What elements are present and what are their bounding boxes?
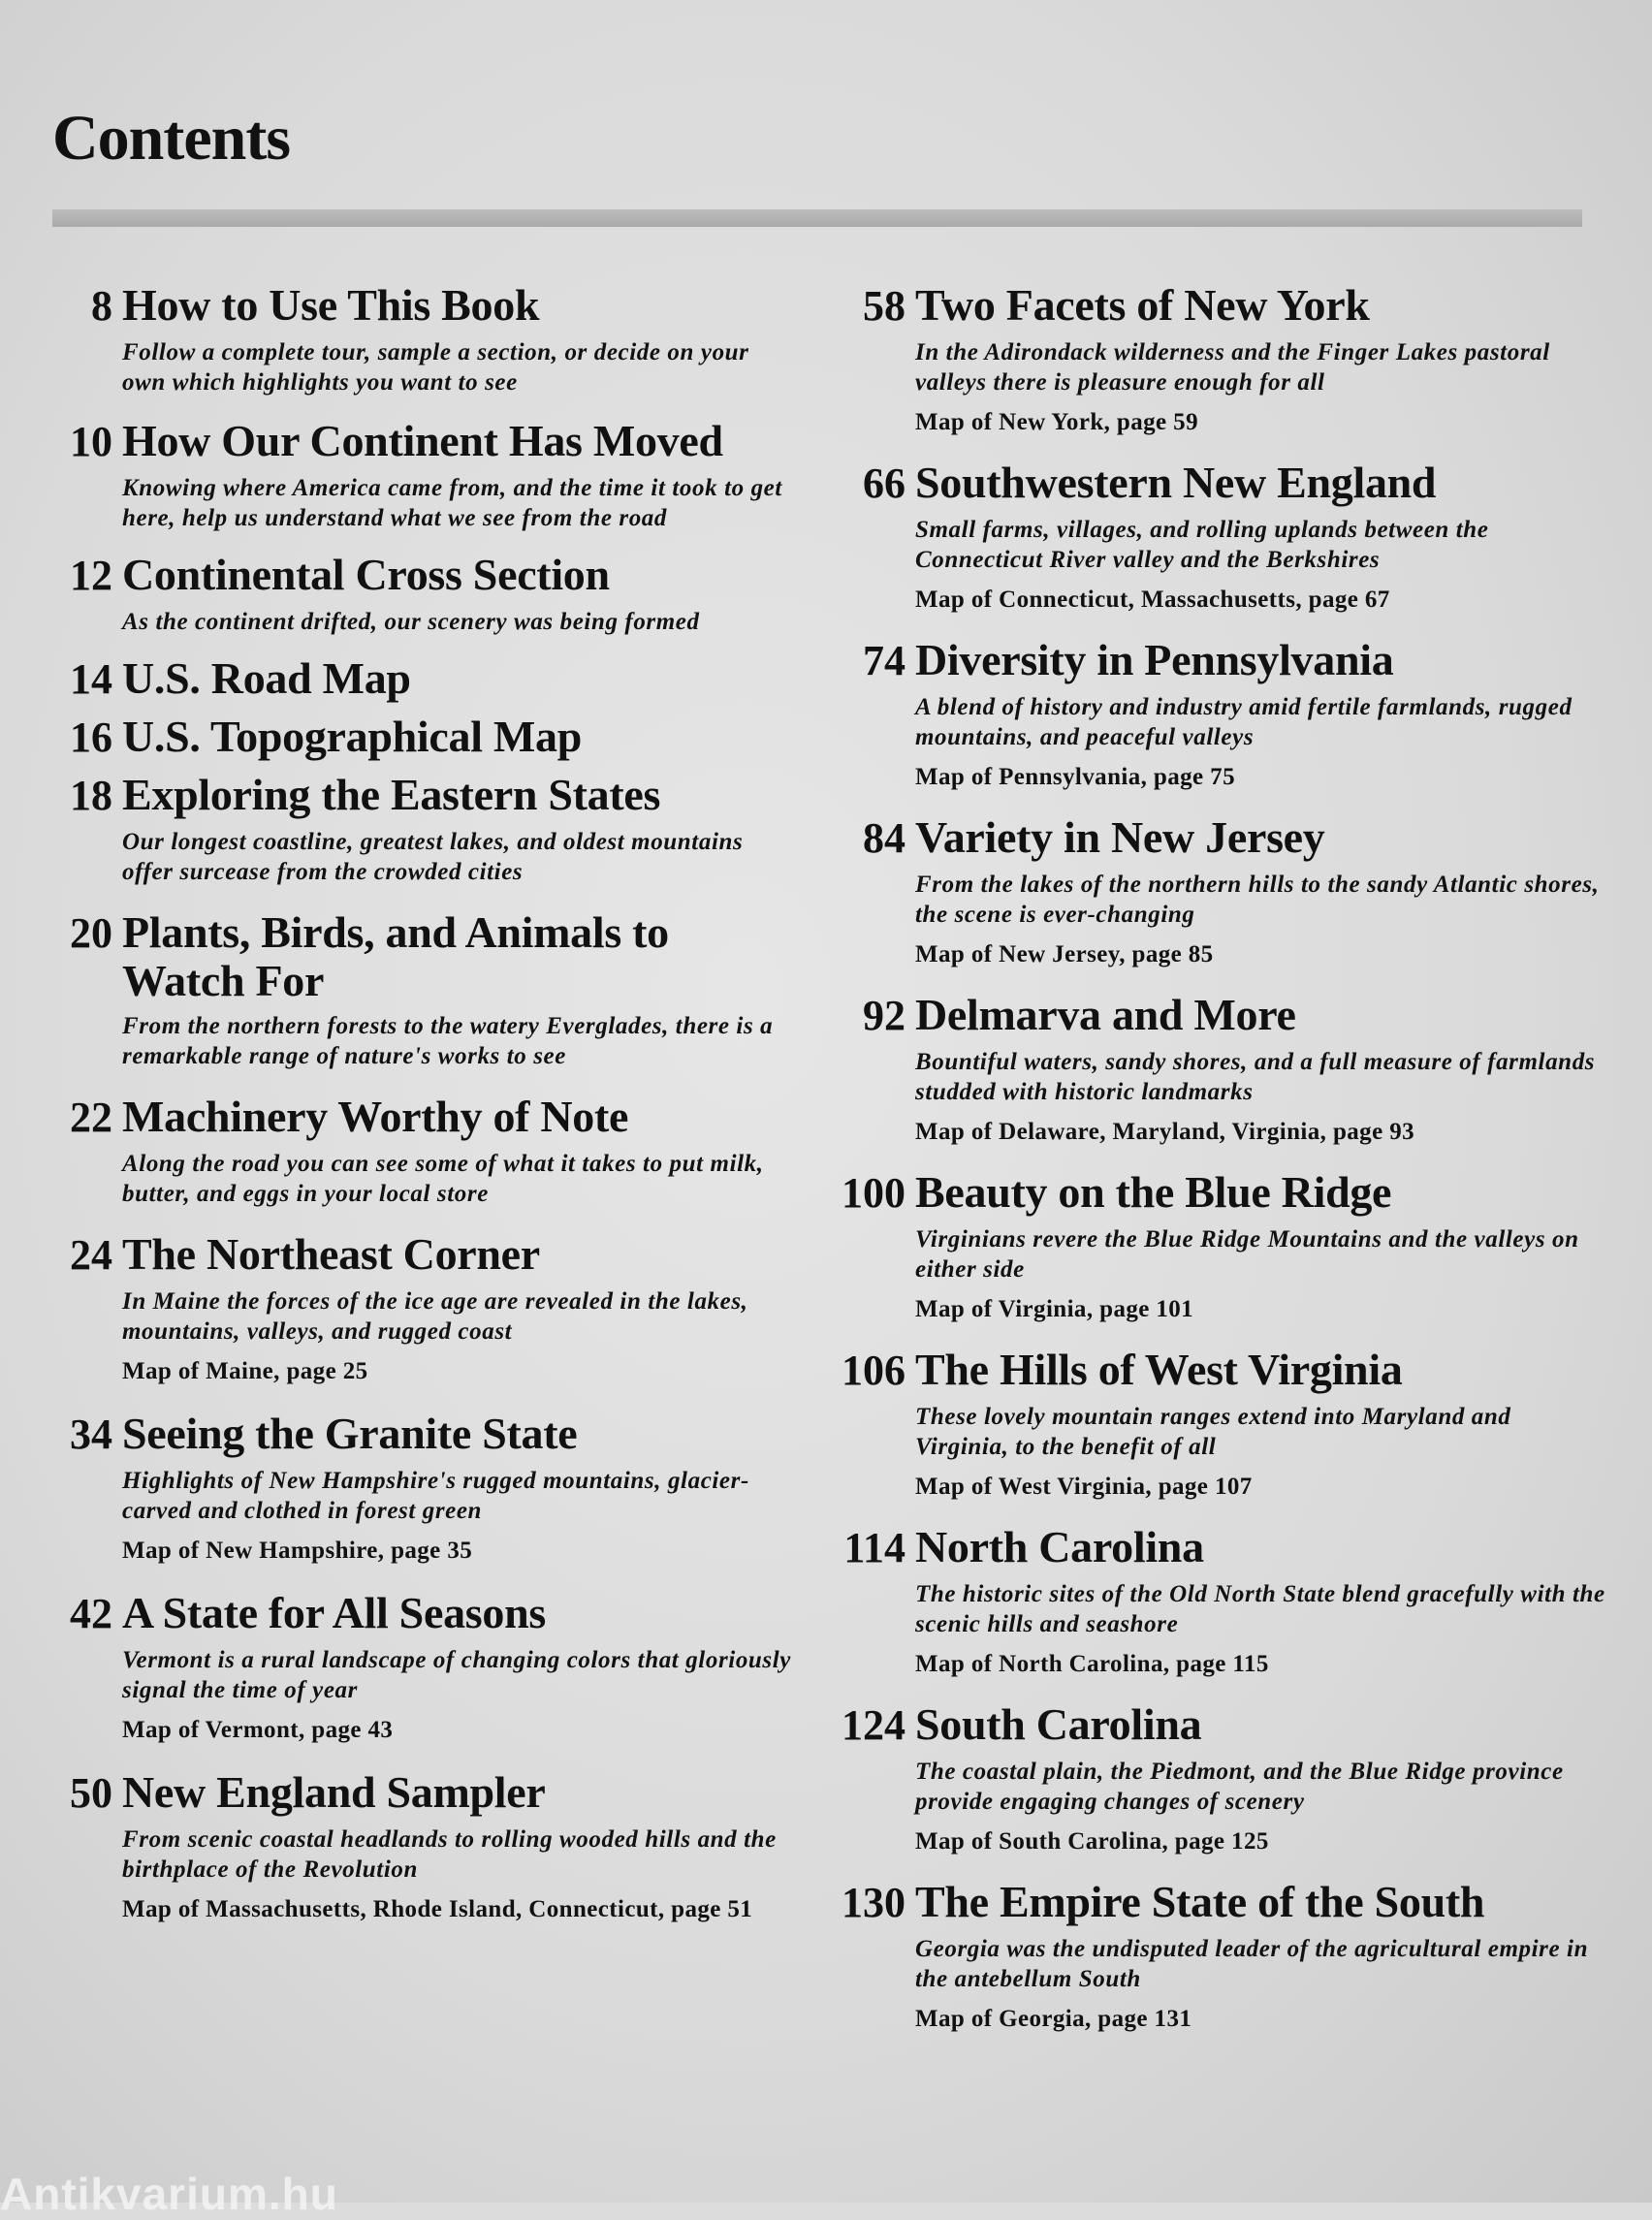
- toc-page-number: 42: [70, 1590, 112, 1637]
- toc-entry: [39, 551, 795, 637]
- toc-entry: [832, 1700, 1607, 1856]
- toc-entry: [39, 417, 795, 533]
- toc-map-reference: Map of New Jersey, page 85: [915, 941, 1214, 967]
- toc-entry: [39, 771, 795, 887]
- toc-entry: [832, 1523, 1607, 1679]
- toc-entry: [832, 1878, 1607, 2034]
- toc-page-number: 16: [70, 714, 112, 761]
- toc-description: Virginians revere the Blue Ridge Mountains and the valleys on either side: [915, 1226, 1579, 1283]
- toc-entry: [832, 459, 1607, 615]
- toc-map-reference: Map of Delaware, Maryland, Virginia, page 93: [915, 1119, 1415, 1145]
- toc-description: From scenic coastal headlands to rolling wooded hills and the birthplace of the Revolution: [122, 1826, 777, 1883]
- toc-description: A blend of history and industry amid fertile farmlands, rugged mountains, and peaceful valleys: [915, 694, 1573, 750]
- toc-title: North Carolina: [915, 1522, 1204, 1571]
- toc-page-number: 66: [863, 460, 905, 507]
- toc-map-reference: Map of Connecticut, Massachusetts, page 67: [915, 587, 1390, 613]
- toc-entry: [832, 636, 1607, 792]
- toc-map-reference: Map of Massachusetts, Rhode Island, Connecticut, page 51: [122, 1896, 753, 1922]
- watermark: Antikvarium.hu: [0, 2169, 338, 2219]
- toc-description: Georgia was the undisputed leader of the agricultural empire in the antebellum South: [915, 1936, 1589, 1992]
- toc-description: Vermont is a rural landscape of changing colors that gloriously signal the time of year: [122, 1647, 791, 1703]
- toc-description: Bountiful waters, sandy shores, and a full measure of farmlands studded with historic landmarks: [915, 1049, 1596, 1105]
- toc-map-reference: Map of New Hampshire, page 35: [122, 1538, 473, 1564]
- toc-page-number: 34: [70, 1411, 112, 1458]
- toc-page-number: 24: [70, 1231, 112, 1279]
- toc-title: Variety in New Jersey: [915, 812, 1325, 862]
- toc-map-reference: Map of Vermont, page 43: [122, 1717, 394, 1743]
- toc-page-number: 114: [843, 1524, 905, 1571]
- toc-page-number: 100: [842, 1169, 905, 1217]
- toc-page-number: 20: [70, 909, 112, 957]
- toc-title: U.S. Road Map: [122, 653, 411, 703]
- toc-map-reference: Map of West Virginia, page 107: [915, 1474, 1253, 1500]
- toc-entry: [832, 991, 1607, 1147]
- toc-title: U.S. Topographical Map: [122, 712, 582, 761]
- toc-entry: [39, 713, 795, 763]
- toc-description: In the Adirondack wilderness and the Finger Lakes pastoral valleys there is pleasure enough for all: [915, 339, 1550, 396]
- toc-description: In Maine the forces of the ice age are revealed in the lakes, mountains, valleys, and rugged coast: [122, 1288, 748, 1345]
- toc-map-reference: Map of Maine, page 25: [122, 1358, 368, 1384]
- toc-entry: [39, 1230, 795, 1386]
- toc-title: The Hills of West Virginia: [915, 1345, 1403, 1394]
- toc-page-number: 18: [70, 772, 112, 819]
- toc-entry: [39, 654, 795, 705]
- toc-map-reference: Map of Georgia, page 131: [915, 2006, 1192, 2032]
- toc-page-number: 12: [70, 552, 112, 599]
- toc-title: Continental Cross Section: [122, 550, 610, 599]
- toc-entry: [39, 908, 795, 1071]
- toc-entry: [39, 1093, 795, 1209]
- toc-entry: [832, 1346, 1607, 1502]
- toc-description: Follow a complete tour, sample a section, or decide on your own which highlights you want to see: [122, 339, 749, 396]
- header-rule: [52, 209, 1582, 227]
- toc-title: New England Sampler: [122, 1767, 546, 1817]
- toc-title: South Carolina: [915, 1699, 1202, 1749]
- toc-description: Highlights of New Hampshire's rugged mountains, glacier-carved and clothed in forest green: [122, 1468, 749, 1524]
- toc-page-number: 14: [70, 655, 112, 703]
- toc-page-number: 106: [842, 1347, 905, 1394]
- toc-page-number: 50: [70, 1769, 112, 1817]
- page-title: Contents: [52, 103, 291, 174]
- toc-map-reference: Map of Pennsylvania, page 75: [915, 764, 1235, 790]
- toc-title: Beauty on the Blue Ridge: [915, 1167, 1392, 1217]
- toc-description: The coastal plain, the Piedmont, and the Blue Ridge province provide engaging changes of scenery: [915, 1759, 1564, 1815]
- toc-page-number: 124: [842, 1701, 905, 1749]
- toc-entry: [39, 1410, 795, 1566]
- toc-page-number: 22: [70, 1094, 112, 1141]
- toc-entry: [832, 813, 1607, 969]
- toc-page-number: 58: [863, 282, 905, 330]
- toc-description: These lovely mountain ranges extend into Maryland and Virginia, to the benefit of all: [915, 1404, 1511, 1460]
- contents-column-right: [832, 281, 1607, 2034]
- toc-title: Southwestern New England: [915, 458, 1437, 507]
- toc-title: Two Facets of New York: [915, 280, 1370, 330]
- toc-title: Diversity in Pennsylvania: [915, 635, 1394, 684]
- toc-entry: [39, 1589, 795, 1745]
- toc-title: The Northeast Corner: [122, 1229, 540, 1279]
- toc-entry: [39, 281, 795, 397]
- toc-page-number: 10: [70, 418, 112, 465]
- toc-title: Delmarva and More: [915, 990, 1296, 1039]
- toc-title: A State for All Seasons: [122, 1588, 546, 1637]
- toc-title: Exploring the Eastern States: [122, 770, 661, 819]
- toc-description: The historic sites of the Old North State blend gracefully with the scenic hills and seashore: [915, 1581, 1605, 1637]
- toc-title: Plants, Birds, and Animals to Watch For: [122, 907, 669, 1005]
- contents-column-left: [39, 281, 795, 1924]
- toc-page-number: 92: [863, 992, 905, 1039]
- toc-map-reference: Map of South Carolina, page 125: [915, 1828, 1269, 1855]
- toc-title: How Our Continent Has Moved: [122, 416, 723, 465]
- toc-description: Our longest coastline, greatest lakes, and oldest mountains offer surcease from the crowded cities: [122, 829, 744, 885]
- toc-description: From the northern forests to the watery Everglades, there is a remarkable range of nature's works to see: [122, 1013, 774, 1069]
- toc-page-number: 74: [863, 637, 905, 684]
- toc-description: From the lakes of the northern hills to the sandy Atlantic shores, the scene is ever-changing: [915, 872, 1600, 928]
- toc-map-reference: Map of North Carolina, page 115: [915, 1651, 1269, 1677]
- toc-description: Along the road you can see some of what it takes to put milk, butter, and eggs in your local store: [122, 1151, 764, 1207]
- toc-map-reference: Map of Virginia, page 101: [915, 1296, 1194, 1322]
- toc-title: The Empire State of the South: [915, 1877, 1485, 1926]
- toc-entry: [39, 1768, 795, 1924]
- toc-page-number: 84: [863, 814, 905, 862]
- toc-map-reference: Map of New York, page 59: [915, 409, 1198, 435]
- toc-description: As the continent drifted, our scenery was being formed: [122, 609, 700, 635]
- toc-title: Machinery Worthy of Note: [122, 1092, 629, 1141]
- toc-page-number: 8: [91, 282, 112, 330]
- toc-title: How to Use This Book: [122, 280, 540, 330]
- toc-entry: [832, 1168, 1607, 1324]
- toc-description: Knowing where America came from, and the time it took to get here, help us understand what we see from the road: [122, 475, 782, 531]
- toc-page-number: 130: [842, 1879, 905, 1926]
- toc-entry: [832, 281, 1607, 437]
- toc-title: Seeing the Granite State: [122, 1409, 578, 1458]
- toc-description: Small farms, villages, and rolling uplands between the Connecticut River valley and the Berkshires: [915, 517, 1489, 573]
